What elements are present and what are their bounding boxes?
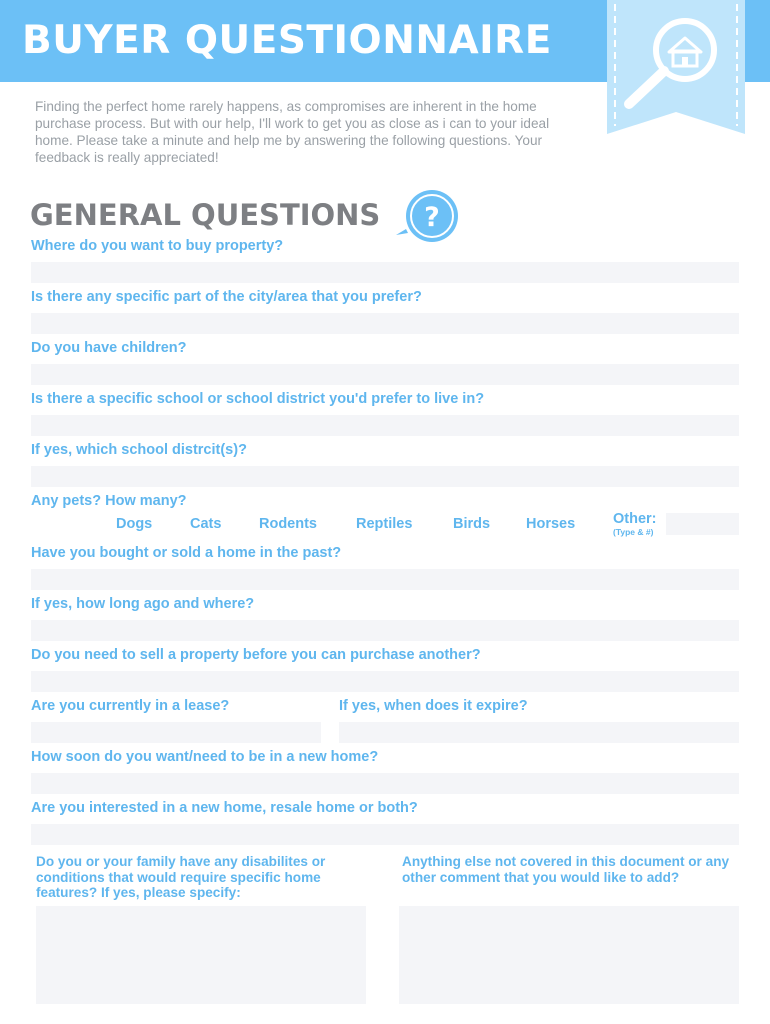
pet-other-hint: (Type & #) [613, 527, 654, 537]
answer-field-how-long-ago[interactable] [31, 620, 739, 641]
answer-field-preferred-area[interactable] [31, 313, 739, 334]
answer-field-which-district[interactable] [31, 466, 739, 487]
question-which-district: If yes, which school distrcit(s)? [31, 442, 247, 458]
question-bubble-icon [394, 189, 464, 245]
answer-field-school-district[interactable] [31, 415, 739, 436]
pet-option-dogs: Dogs [116, 516, 153, 532]
question-lease: Are you currently in a lease? [31, 698, 230, 714]
question-how-long-ago: If yes, how long ago and where? [31, 596, 255, 612]
answer-field-how-soon[interactable] [31, 773, 739, 794]
pet-option-reptiles: Reptiles [356, 516, 413, 532]
pet-option-rodents: Rodents [259, 516, 317, 532]
pet-option-birds: Birds [453, 516, 491, 532]
pet-option-horses: Horses [526, 516, 576, 532]
question-preferred-area: Is there any specific part of the city/area that you prefer? [31, 289, 422, 305]
answer-field-home-type[interactable] [31, 824, 739, 845]
question-disabilities: Do you or your family have any disabilites or conditions that would require specific home features? If yes, please specify: [36, 854, 326, 900]
question-children: Do you have children? [31, 340, 187, 356]
intro-text: Finding the perfect home rarely happens, as compromises are inherent in the home purchase process. But with our help, I'll work to get you as close as i can to your ideal home. Please take a minute and help me by answering the following questions. Your feedback is really appreciated! [35, 99, 550, 165]
pet-option-cats: Cats [190, 516, 222, 532]
question-sell-first: Do you need to sell a property before you can purchase another? [31, 647, 481, 663]
question-anything-else: Anything else not covered in this document or any other comment that you would like to add? [402, 854, 730, 885]
answer-box-anything-else[interactable] [399, 906, 739, 1004]
question-bought-sold: Have you bought or sold a home in the past? [31, 545, 342, 561]
answer-field-pets-other[interactable] [666, 513, 739, 535]
answer-field-buy-location[interactable] [31, 262, 739, 283]
question-home-type: Are you interested in a new home, resale home or both? [31, 800, 418, 816]
question-buy-location: Where do you want to buy property? [31, 238, 284, 254]
question-school-district: Is there a specific school or school district you'd prefer to live in? [31, 391, 485, 407]
answer-field-children[interactable] [31, 364, 739, 385]
answer-field-lease[interactable] [31, 722, 321, 743]
page-title: BUYER QUESTIONNAIRE [22, 18, 552, 63]
answer-field-sell-first[interactable] [31, 671, 739, 692]
section-title: GENERAL QUESTIONS [30, 198, 381, 232]
pet-option-other: Other: [613, 511, 657, 527]
question-how-soon: How soon do you want/need to be in a new home? [31, 749, 379, 765]
answer-field-lease-expire[interactable] [339, 722, 739, 743]
answer-field-bought-sold[interactable] [31, 569, 739, 590]
svg-text:?: ? [424, 202, 440, 233]
magnifier-house-icon [607, 0, 745, 134]
question-pets: Any pets? How many? [31, 493, 187, 509]
question-lease-expire: If yes, when does it expire? [339, 698, 528, 714]
answer-box-disabilities[interactable] [36, 906, 366, 1004]
